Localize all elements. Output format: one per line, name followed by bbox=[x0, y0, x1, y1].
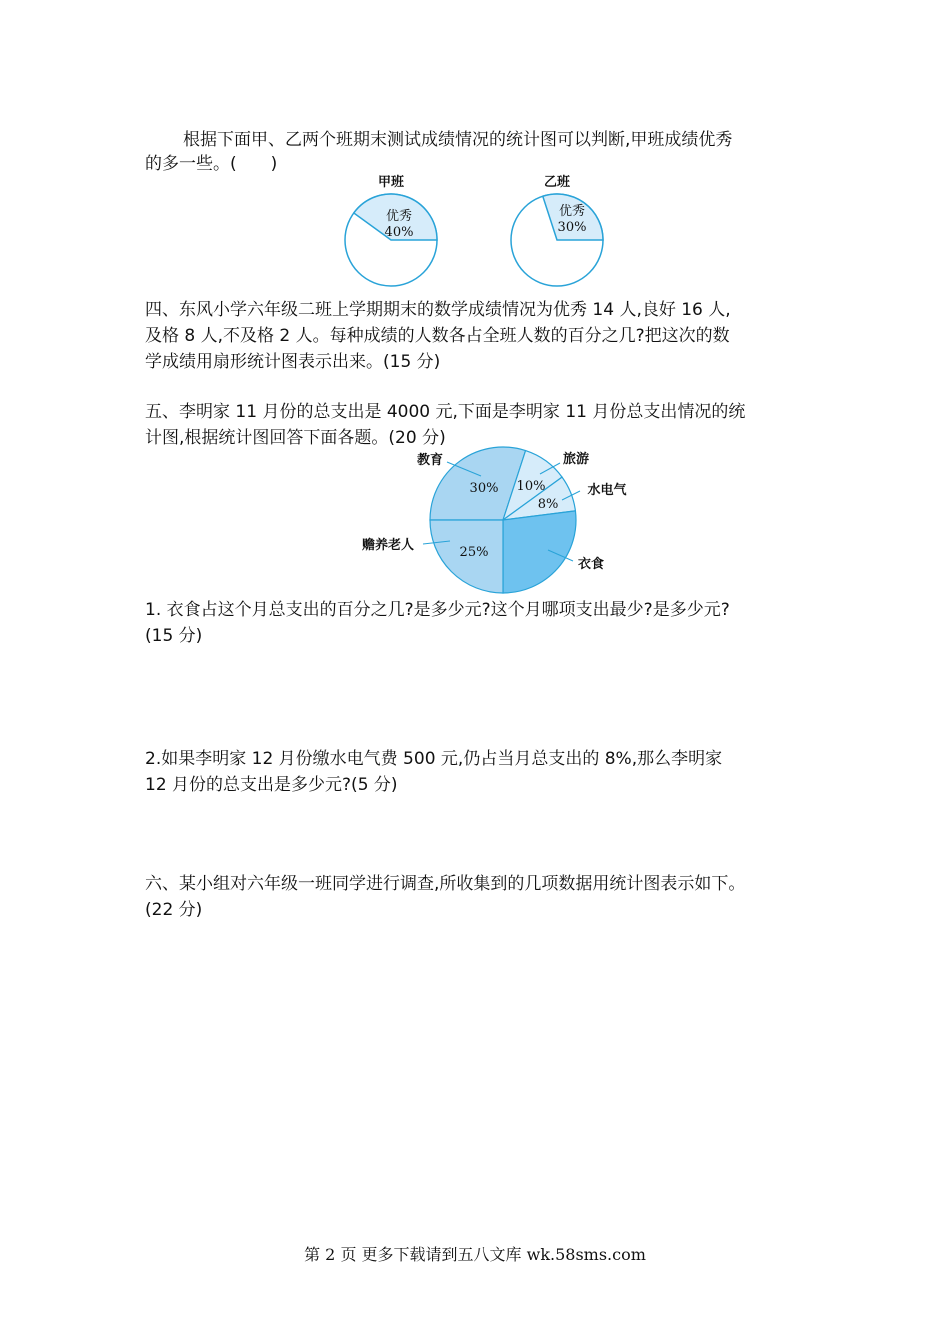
pie-yi-percent: 30% bbox=[557, 220, 587, 235]
expense-pie-chart bbox=[0, 446, 950, 596]
pie-jia bbox=[345, 175, 437, 286]
q5-sub2-line-1: 2.如果李明家 12 月份缴水电气费 500 元,仍占当月总支出的 8%,那么李明家 bbox=[145, 749, 723, 769]
q6-line-1: 六、某小组对六年级一班同学进行调查,所收集到的几项数据用统计图表示如下。 bbox=[145, 874, 746, 894]
q5-line-1: 五、李明家 11 月份的总支出是 4000 元,下面是李明家 11 月份总支出情况的统 bbox=[145, 402, 746, 422]
judge-line-1: 根据下面甲、乙两个班期末测试成绩情况的统计图可以判断,甲班成绩优秀 bbox=[183, 130, 733, 150]
q5-sub1-line-2: (15 分) bbox=[145, 626, 203, 646]
q5-sub2-line-2: 12 月份的总支出是多少元?(5 分) bbox=[145, 775, 398, 795]
label-utilities: 水电气 bbox=[587, 483, 627, 498]
expense-slices bbox=[430, 447, 576, 593]
pie-jia-title: 甲班 bbox=[377, 175, 405, 190]
q5-line-2: 计图,根据统计图回答下面各题。(20 分) bbox=[145, 428, 446, 448]
q4-line-1: 四、东风小学六年级二班上学期期末的数学成绩情况为优秀 14 人,良好 16 人, bbox=[145, 300, 731, 320]
value-elderly: 25% bbox=[459, 545, 489, 560]
value-utilities: 8% bbox=[537, 497, 559, 512]
q4-line-3: 学成绩用扇形统计图表示出来。(15 分) bbox=[145, 352, 441, 372]
label-elderly: 赡养老人 bbox=[361, 538, 415, 553]
judge-line-2: 的多一些。( ) bbox=[145, 154, 278, 174]
value-education: 30% bbox=[469, 481, 499, 496]
pie-yi-title: 乙班 bbox=[543, 175, 571, 190]
q4-line-2: 及格 8 人,不及格 2 人。每种成绩的人数各占全班人数的百分之几?把这次的数 bbox=[145, 326, 730, 346]
page-footer: 第 2 页 更多下载请到五八文库 wk.58sms.com bbox=[304, 1245, 646, 1264]
label-food: 衣食 bbox=[577, 557, 605, 572]
value-travel: 10% bbox=[516, 479, 546, 494]
label-travel: 旅游 bbox=[562, 452, 590, 467]
pie-jia-percent: 40% bbox=[384, 225, 414, 240]
class-pie-charts bbox=[0, 173, 950, 288]
label-education: 教育 bbox=[416, 453, 444, 468]
q5-sub1-line-1: 1. 衣食占这个月总支出的百分之几?是多少元?这个月哪项支出最少?是多少元? bbox=[145, 600, 730, 620]
pie-jia-label: 优秀 bbox=[385, 209, 413, 224]
q6-line-2: (22 分) bbox=[145, 900, 203, 920]
pie-yi bbox=[511, 175, 603, 286]
slice-food bbox=[503, 511, 576, 593]
pie-yi-label: 优秀 bbox=[558, 204, 586, 219]
